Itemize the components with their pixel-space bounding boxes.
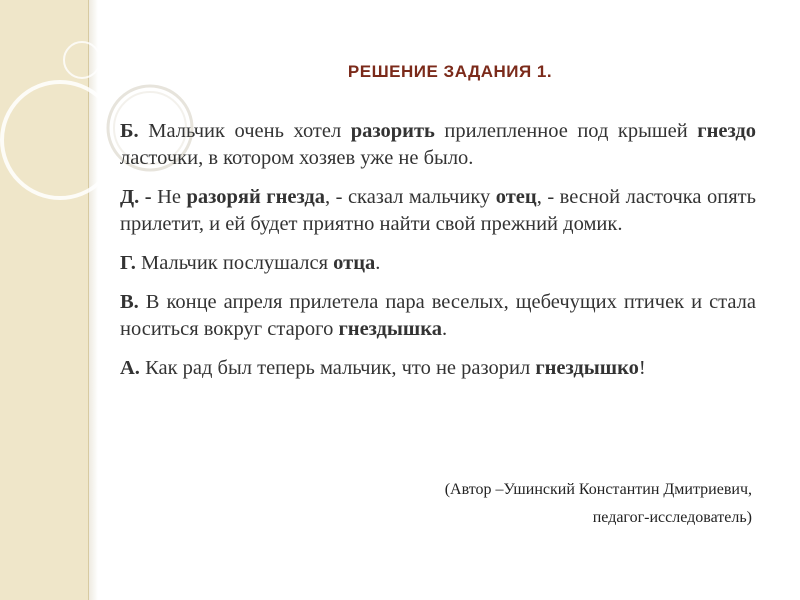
bold-text: А. xyxy=(120,357,140,379)
story-paragraph xyxy=(120,118,756,172)
text-segment: Как рад был теперь мальчик, что не разорил xyxy=(139,357,536,379)
slide-title: РЕШЕНИЕ ЗАДАНИЯ 1. xyxy=(347,62,553,81)
bold-text: Г. xyxy=(120,252,136,274)
attribution-line-1: (Автор –Ушинский Константин Дмитриевич, xyxy=(444,481,752,498)
attribution-line-2: педагог-исследователь) xyxy=(592,509,752,526)
bold-text: разоряй гнезда xyxy=(186,186,325,208)
text-segment: Мальчик послушался xyxy=(135,252,334,274)
text-segment: , - сказал мальчику xyxy=(325,186,496,208)
bold-text: гнездышко xyxy=(535,357,639,379)
text-segment: . xyxy=(441,318,448,340)
bold-text: Д. - xyxy=(120,186,152,208)
text-segment: прилепленное под крышей xyxy=(434,120,698,142)
text-segment: ! xyxy=(638,357,646,379)
story-paragraph xyxy=(120,355,756,382)
text-segment: В конце апреля прилетела пара веселых, щебечущих птичек и стала носиться вокруг старого xyxy=(120,291,756,340)
text-segment: ласточки, в котором хозяев уже не было. xyxy=(120,147,474,169)
story-paragraph xyxy=(120,250,756,277)
ring-large xyxy=(2,82,118,198)
text-segment: . xyxy=(375,252,381,274)
story-paragraph xyxy=(120,184,756,238)
bold-text: гнездышка xyxy=(338,318,442,340)
story-paragraph xyxy=(120,289,756,343)
bold-text: отец xyxy=(495,186,537,208)
bold-text: гнездо xyxy=(697,120,756,142)
text-segment: Не xyxy=(151,186,187,208)
attribution xyxy=(445,476,752,532)
story-text xyxy=(120,118,756,394)
bold-text: В. xyxy=(120,291,139,313)
text-segment: , - весной ласточка опять прилетит, и ей будет приятно найти свой прежний домик. xyxy=(120,186,756,235)
bold-text: отца xyxy=(333,252,376,274)
bold-text: Б. xyxy=(120,120,139,142)
text-segment: Мальчик очень хотел xyxy=(138,120,351,142)
bold-text: разорить xyxy=(350,120,435,142)
